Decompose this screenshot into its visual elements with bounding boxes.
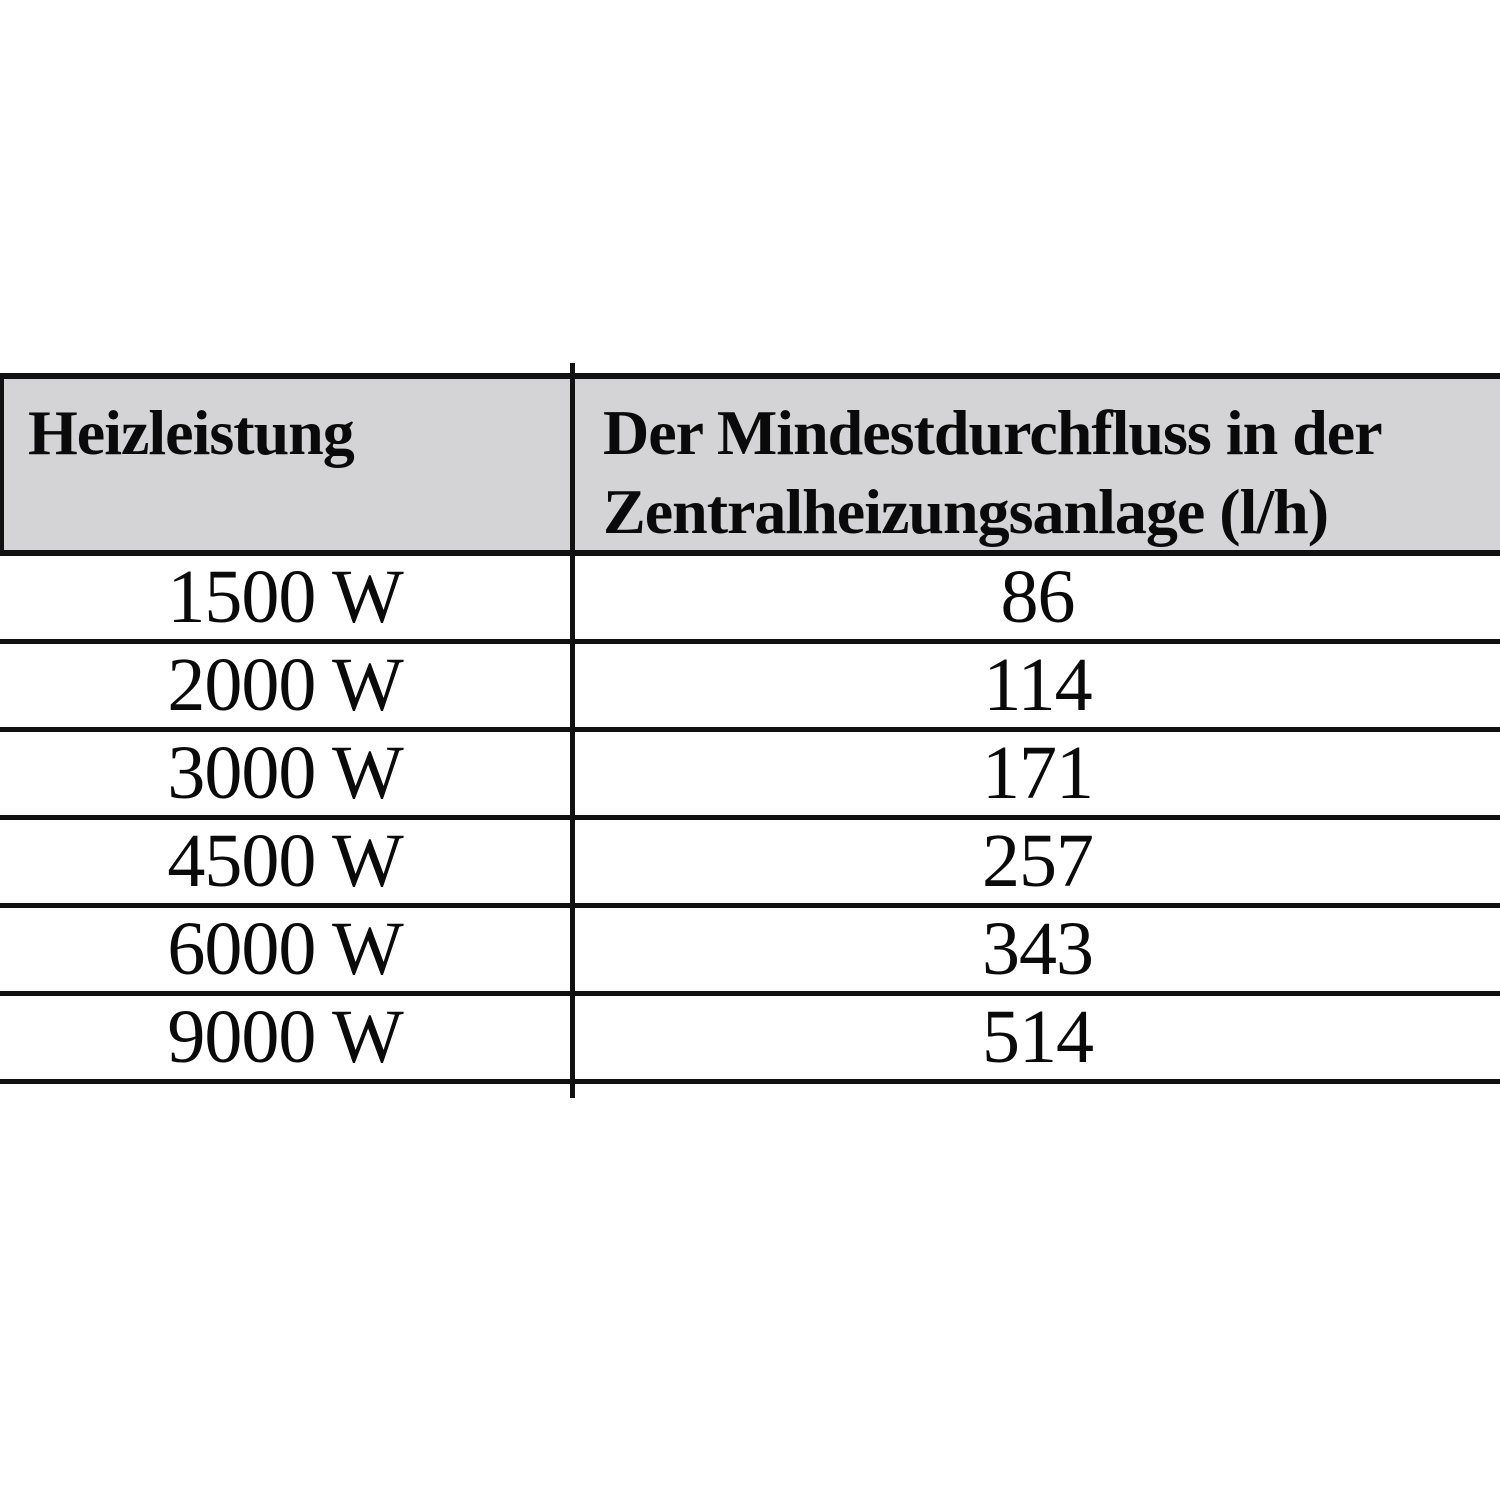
header-cell-heizleistung	[0, 379, 570, 550]
mindestdurchfluss-cell: 86	[570, 556, 1500, 639]
column-divider-tick-bottom	[570, 1084, 575, 1098]
header-cell-mindestdurchfluss	[570, 379, 1500, 550]
table-header-row	[0, 379, 1500, 556]
header-label-mindestdurchfluss-line1: Der Mindestdurchfluss in der	[603, 397, 1382, 468]
column-divider-tick-top	[570, 363, 575, 379]
table-row	[0, 996, 1500, 1084]
heizleistung-cell: 4500 W	[167, 819, 403, 903]
heizleistung-table	[0, 373, 1500, 1084]
heizleistung-cell: 3000 W	[167, 731, 403, 815]
table-row	[0, 820, 1500, 908]
table-row	[0, 644, 1500, 732]
heizleistung-cell: 6000 W	[167, 907, 403, 991]
table-row	[0, 908, 1500, 996]
mindestdurchfluss-cell: 343	[570, 908, 1500, 991]
table-row	[0, 556, 1500, 644]
mindestdurchfluss-cell: 257	[570, 820, 1500, 903]
mindestdurchfluss-cell: 171	[570, 732, 1500, 815]
heizleistung-cell: 2000 W	[167, 643, 403, 727]
header-label-mindestdurchfluss-line2: Zentralheizungsanlage (l/h)	[603, 476, 1329, 547]
table-row	[0, 732, 1500, 820]
heizleistung-cell: 9000 W	[167, 995, 403, 1079]
header-label-heizleistung: Heizleistung	[28, 397, 354, 468]
mindestdurchfluss-cell: 514	[570, 996, 1500, 1079]
mindestdurchfluss-cell: 114	[570, 644, 1500, 727]
heizleistung-cell: 1500 W	[167, 555, 403, 639]
